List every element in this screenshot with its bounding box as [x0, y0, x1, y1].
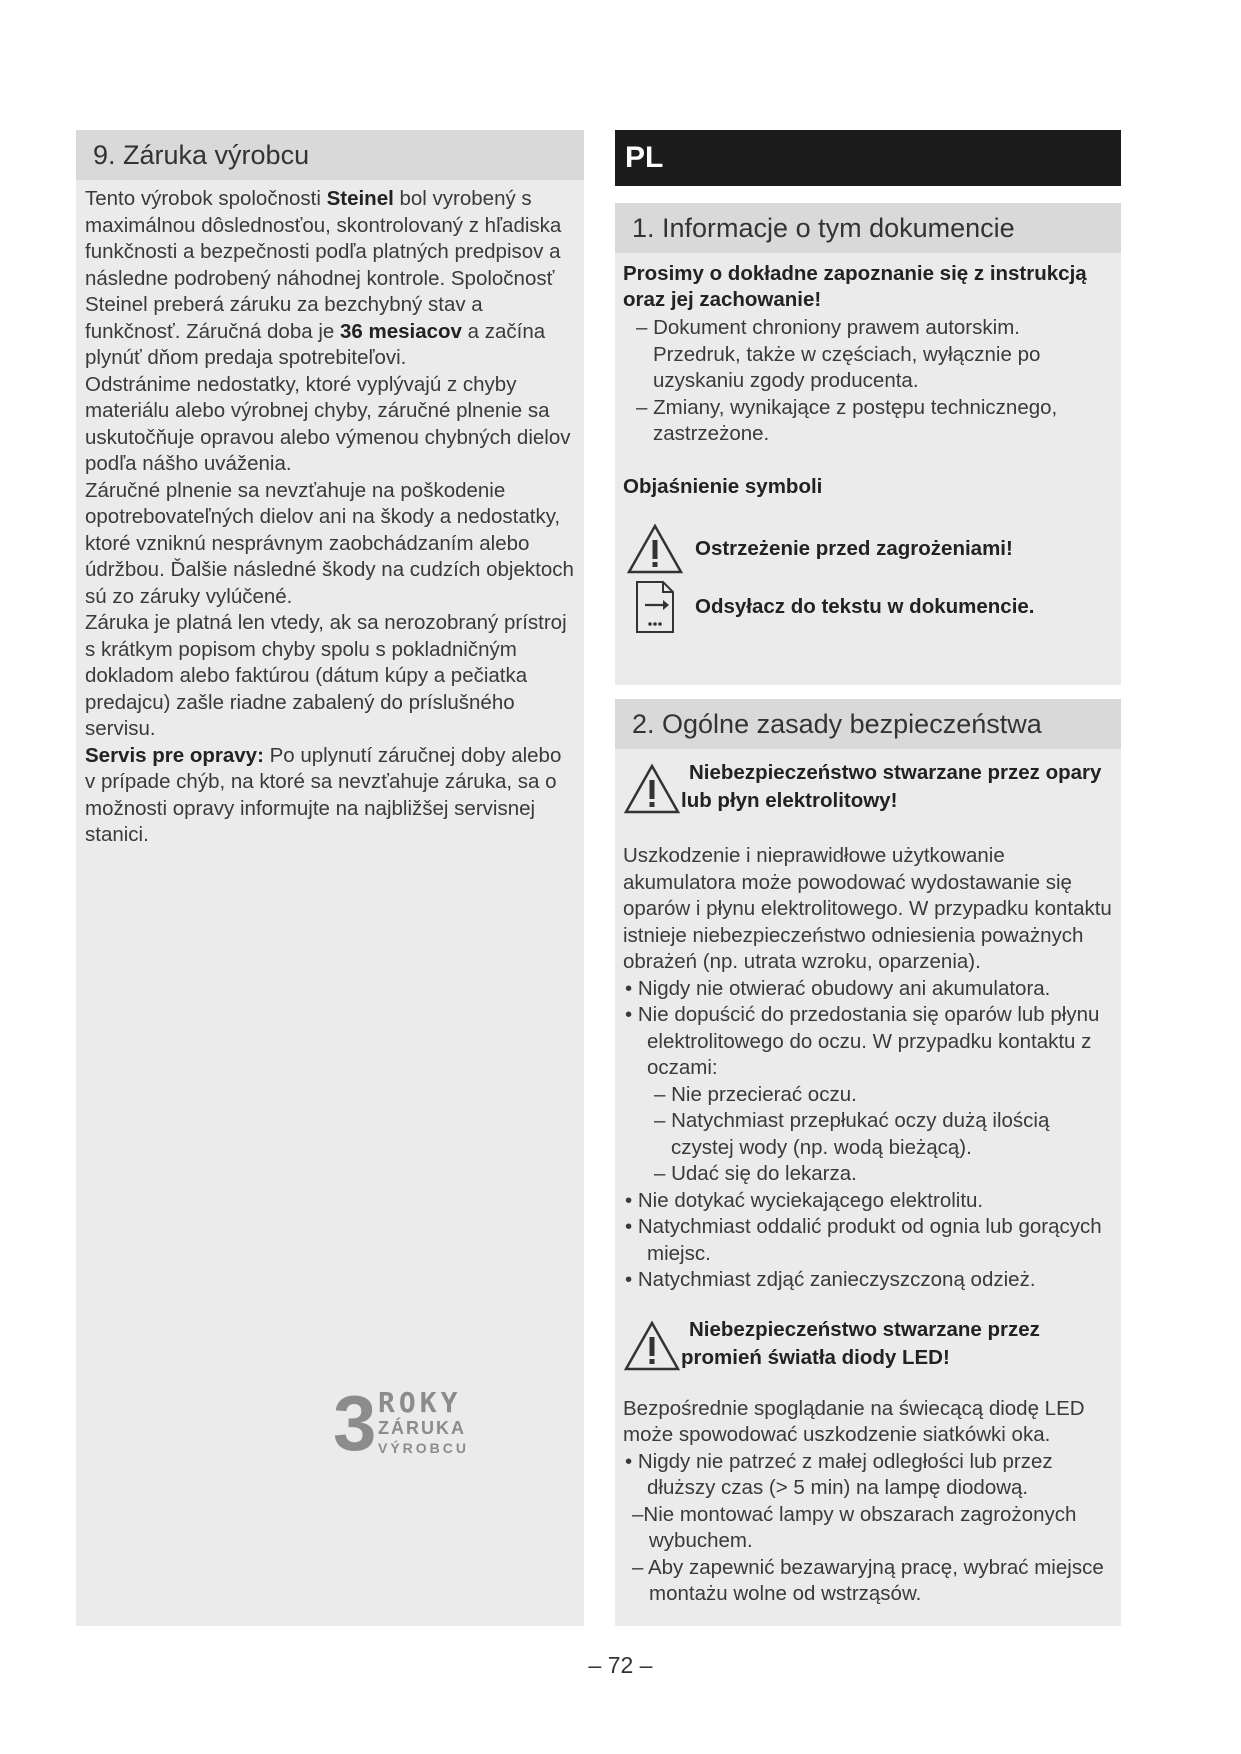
- bullet-item: • Natychmiast oddalić produkt od ognia lub gorących miejsc.: [623, 1214, 1113, 1267]
- changes-note: – Zmiany, wynikające z postępu technicznego, zastrzeżone.: [636, 395, 1058, 445]
- document-info-section: [615, 203, 1121, 685]
- safety-title: 2. Ogólne zasady bezpieczeństwa: [615, 699, 1121, 749]
- warranty-paragraph-5: Servis pre opravy: Po uplynutí záručnej doby alebo v prípade chýb, na ktoré sa nevzťahuje záruka, sa o možnosti opravy informujte na najbližšej servisnej stanici.: [85, 743, 562, 846]
- dash-item: – Udać się do lekarza.: [654, 1162, 857, 1185]
- symbol-warning-row: [623, 520, 1113, 578]
- symbol-reference-label: Odsyłacz do tekstu w dokumencie.: [695, 594, 1035, 618]
- document-info-title: 1. Informacje o tym dokumencie: [615, 203, 1121, 253]
- warranty-seal-logo: 3 ROKY ZÁRUKA VÝROBCU: [333, 1379, 470, 1467]
- warranty-section: [76, 130, 584, 1626]
- warranty-paragraph-1: Tento výrobok spoločnosti Steinel bol vyrobený s maximálnou dôslednosťou, skontrolovaný z hľadiska funkčnosti a bezpečnosti podľa platných predpisov a následne podrobený náhodnej kontrole. Spoločnosť Steinel preberá záruku za bezchybný stav a funkčnosť. Záručná doba je 36 mesiacov a začína plynúť dňom predaja spotrebiteľovi.: [85, 187, 562, 369]
- bullet-item: • Natychmiast zdjąć zanieczyszczoną odzież.: [623, 1267, 1113, 1294]
- safety-section: [615, 699, 1121, 1626]
- bullet-item: • Nigdy nie otwierać obudowy ani akumulatora.: [623, 976, 1113, 1003]
- warning-triangle-icon: [623, 759, 681, 815]
- led-warning-label: Niebezpieczeństwo stwarzane przez promień światła diody LED!: [681, 1317, 1040, 1369]
- dash-item: – Natychmiast przepłukać oczy dużą ilością czystej wody (np. wodą bieżącą).: [654, 1109, 1050, 1159]
- dash-item: –Nie montować lampy w obszarach zagrożonych wybuchem.: [632, 1502, 1077, 1552]
- bullet-item: • Nigdy nie patrzeć z małej odległości lub przez dłuższy czas (> 5 min) na lampę diodową.: [623, 1449, 1113, 1502]
- polish-column: [615, 130, 1121, 1626]
- warning-triangle-icon: [623, 1316, 681, 1372]
- warranty-title: 9. Záruka výrobcu: [76, 130, 584, 180]
- warning-triangle-icon: [623, 523, 687, 575]
- electrolyte-warning: [623, 759, 1113, 815]
- bullet-item: • Nie dopuścić do przedostania się oparów lub płynu elektrolitowego do oczu. W przypadku kontaktu z oczami:: [623, 1002, 1113, 1082]
- led-paragraph: Bezpośrednie spoglądanie na świecącą diodę LED może spowodować uszkodzenie siatkówki oka.: [623, 1396, 1085, 1446]
- warranty-paragraph-3: Záručné plnenie sa nevzťahuje na poškodenie opotrebovateľných dielov ani na škody a nedostatky, ktoré vzniknú nesprávnym zaobchádzaním alebo údržbou. Ďalšie následné škody na cudzích objektoch sú zo záruky vylúčené.: [85, 478, 574, 608]
- warranty-paragraph-4: Záruka je platná len vtedy, ak sa nerozobraný prístroj s krátkym popisom chyby spolu s pokladničným dokladom alebo faktúrou (dátum kúpy a pečiatka predajcu) zašle riadne zabalený do príslušného servisu.: [85, 611, 567, 740]
- electrolyte-paragraph: Uszkodzenie i nieprawidłowe użytkowanie akumulatora może powodować wydostawanie się oparów i płynu elektrolitowego. W przypadku kontaktu istnieje niebezpieczeństwo odniesienia poważnych obrażeń (np. utrata wzroku, oparzenia).: [623, 844, 1112, 973]
- symbol-reference-row: [623, 578, 1113, 636]
- language-header: PL: [615, 130, 1121, 186]
- symbol-warning-label: Ostrzeżenie przed zagrożeniami!: [695, 536, 1013, 560]
- dash-item: – Nie przecierać oczu.: [654, 1082, 857, 1106]
- document-reference-icon: [623, 579, 687, 635]
- page-number: – 72 –: [588, 1652, 653, 1678]
- symbols-title: Objaśnienie symboli: [623, 474, 823, 498]
- bullet-item: • Nie dotykać wyciekającego elektrolitu.: [623, 1188, 1113, 1215]
- copyright-note: – Dokument chroniony prawem autorskim. Przedruk, także w częściach, wyłącznie po uzyskaniu zgody producenta.: [636, 316, 1041, 392]
- dash-item: – Aby zapewnić bezawaryjną pracę, wybrać miejsce montażu wolne od wstrząsów.: [632, 1555, 1104, 1605]
- electrolyte-warning-label: Niebezpieczeństwo stwarzane przez opary lub płyn elektrolitowy!: [681, 761, 1102, 812]
- warranty-paragraph-2: Odstránime nedostatky, ktoré vyplývajú z chyby materiálu alebo výrobnej chyby, záručné plnenie sa uskutočňuje opravou alebo výmenou chybných dielov podľa nášho uváženia.: [85, 372, 571, 475]
- warranty-body: [76, 180, 584, 849]
- led-warning: [623, 1316, 1113, 1372]
- document-info-intro: Prosimy o dokładne zapoznanie się z instrukcją oraz jej zachowanie!: [623, 262, 1087, 311]
